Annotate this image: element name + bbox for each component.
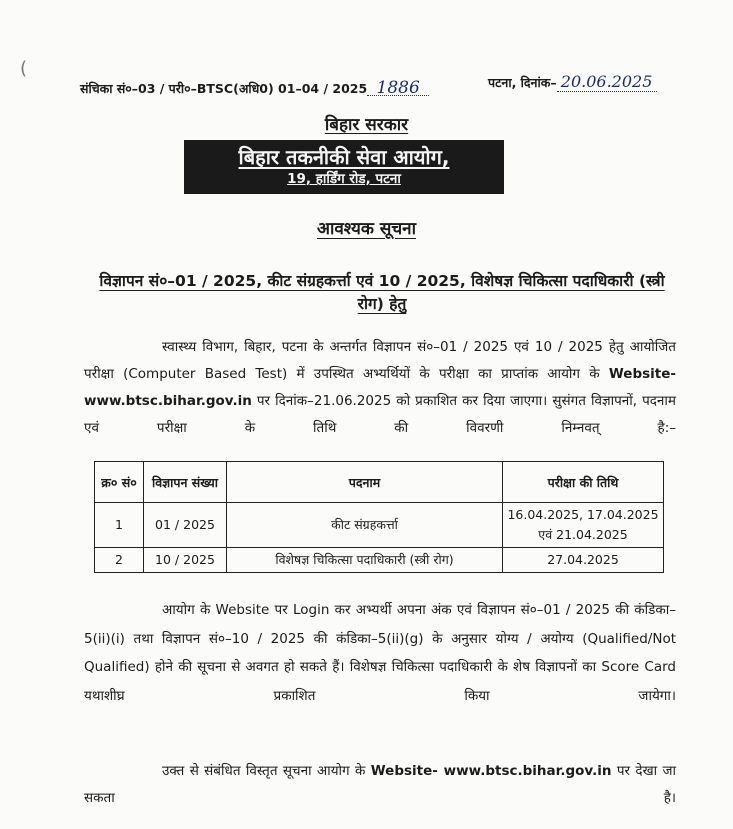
paragraph3-text-b: पर देखा जा सकता है। [84, 763, 676, 806]
exam-details-table [94, 461, 664, 573]
commission-name: बिहार तकनीकी सेवा आयोग, [238, 145, 450, 169]
paragraph3-text-a: उक्त से संबंधित विस्तृत सूचना आयोग के [162, 763, 371, 779]
header-exam-date: परीक्षा की तिथि [503, 462, 664, 503]
table-row [95, 548, 664, 573]
row-post: विशेषज्ञ चिकित्सा पदाधिकारी (स्त्री रोग) [227, 548, 503, 573]
row-advertisement: 01 / 2025 [144, 503, 227, 548]
place-date-label: पटना, दिनांक– [488, 75, 557, 90]
row-serial: 1 [95, 503, 144, 548]
notice-subject: विज्ञापन सं०–01 / 2025, कीट संग्रहकर्त्ता एवं 10 / 2025, विशेषज्ञ चिकित्सा पदाधिकारी (स्त्री रोग) हेतु [99, 272, 665, 313]
website-link-2[interactable]: Website- www.btsc.bihar.gov.in [370, 763, 612, 779]
reference-number-line [80, 80, 429, 97]
notice-title: आवश्यक सूचना [316, 219, 416, 239]
reference-prefix: संचिका सं०–03 / परी०–BTSC(अधि0) 01–04 / 2025 [80, 81, 368, 96]
table-header-row [95, 462, 664, 503]
table-row [95, 503, 664, 548]
paragraph-more-info [84, 758, 676, 812]
commission-banner [184, 140, 504, 194]
margin-mark: ( [20, 58, 28, 79]
row-advertisement: 10 / 2025 [144, 548, 227, 573]
row-exam-dates-line1: 16.04.2025, 17.04.2025 [507, 507, 659, 522]
paragraph2-text: आयोग के Website पर Login कर अभ्यर्थी अपना अंक एवं विज्ञापन सं०–01 / 2025 की कंडिका–5(ii)(i) तथा विज्ञापन सं०–10 / 2025 की कंडिका–5(ii)(g) के अनुसार योग्य / अयोग्य (Qualified/Not Qualified) होने की सूचना से अवगत हो सकते हैं। विशेषज्ञ चिकित्सा पदाधिकारी के शेष विज्ञापनों का Score Card यथाशीघ्र प्रकाशित किया जायेगा। [84, 602, 676, 704]
reference-handwritten-number: 1886 [367, 81, 429, 96]
header-serial: क्र० सं० [95, 462, 144, 503]
handwritten-date: 20.06.2025 [557, 72, 657, 92]
website-link-1[interactable]: Website-www.btsc.bihar.gov.in [84, 366, 676, 409]
paragraph-login-instructions [84, 596, 676, 710]
government-title: बिहार सरकार [324, 115, 409, 135]
header-post: पदनाम [227, 462, 503, 503]
paragraph1-text-a: स्वास्थ्य विभाग, बिहार, पटना के अन्तर्गत विज्ञापन सं०–01 / 2025 एवं 10 / 2025 हेतु आयोजित परीक्षा (Computer Based Test) में उपस्थित अभ्यर्थियों के परीक्षा का प्राप्तांक आयोग के [84, 339, 676, 382]
place-date-line [488, 72, 657, 92]
commission-address: 19, हार्डिंग रोड, पटना [287, 171, 401, 187]
header-advertisement: विज्ञापन संख्या [144, 462, 227, 503]
row-post: कीट संग्रहकर्त्ता [227, 503, 503, 548]
paragraph-exam-result [84, 334, 676, 442]
row-exam-dates: 27.04.2025 [503, 548, 664, 573]
row-serial: 2 [95, 548, 144, 573]
paragraph1-text-b: पर दिनांक–21.06.2025 को प्रकाशित कर दिया जाएगा। सुसंगत विज्ञापनों, पदनाम एवं परीक्षा के तिथि की विवरणी निम्नवत् है:– [84, 393, 676, 436]
government-heading [0, 112, 733, 135]
row-exam-dates-line2: एवं 21.04.2025 [538, 527, 628, 542]
notice-heading [0, 216, 733, 239]
row-exam-dates [503, 503, 664, 548]
